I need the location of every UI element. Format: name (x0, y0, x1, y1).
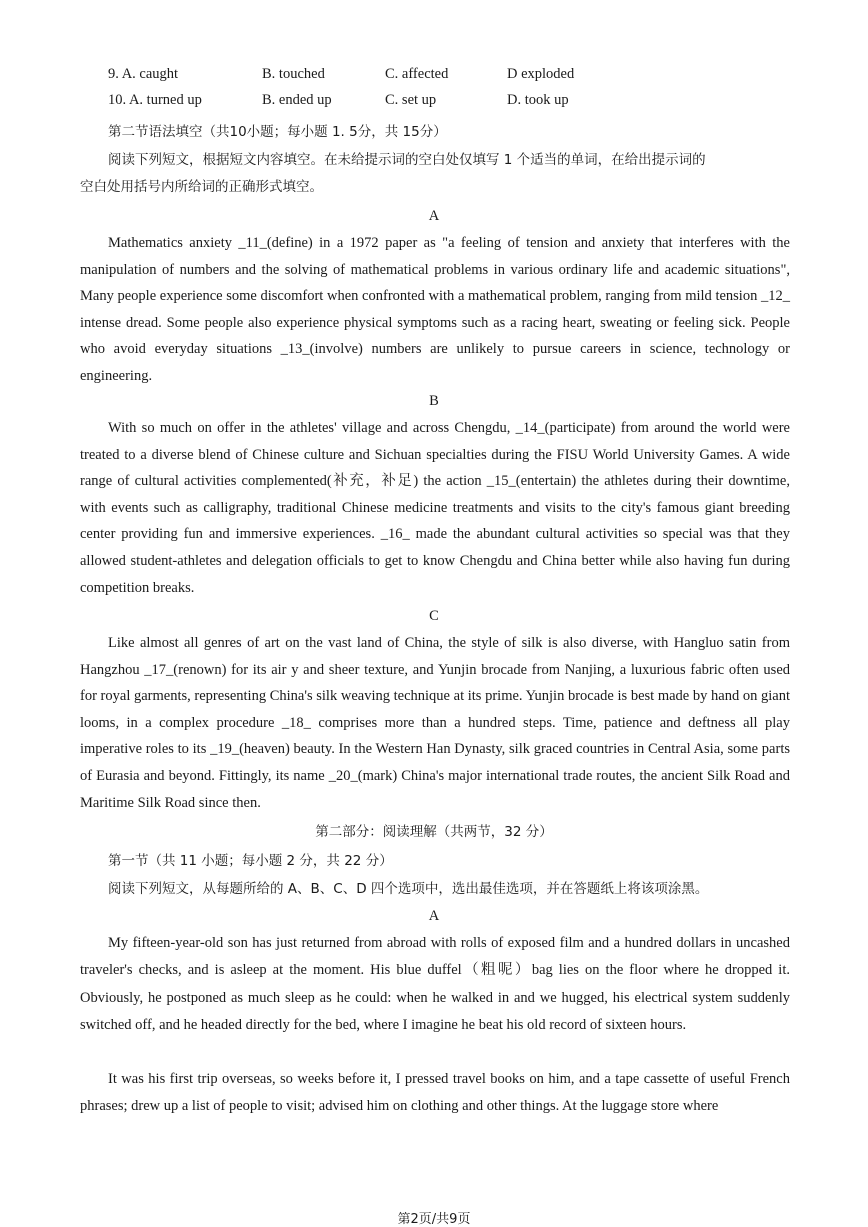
part2-section1-title: 第一节（共 11 小题；每小题 2 分，共 22 分） (108, 853, 393, 869)
section2-instruction-line1: 阅读下列短文，根据短文内容填空。在未给提示词的空白处仅填写 1 个适当的单词，在给出提示词的 (108, 152, 706, 168)
passage-a-label: A (428, 208, 440, 224)
option-9-c: C. affected (385, 66, 449, 82)
page-footer: 第2页/共9页 (397, 1212, 471, 1227)
option-9-a: 9. A. caught (108, 66, 179, 82)
option-10-d: D. took up (507, 92, 569, 108)
passage-c-text: Like almost all genres of art on the vast land of China, the style of silk is also diverse, with Hangluo satin from Hangzhou _17_(renown) for its air y and sheer texture, and Yunjin brocade from Nanjing, a luxurious fabric often used for royal garments, representing China's silk weaving technique at its prime. Yunjin brocade is best made by hand on giant looms, in a complex procedure _18_ comprises more than a hundred steps. Time, patience and deftness all play imperative roles to its _19_(heaven) beauty. In the Western Han Dynasty, silk graced countries in Central Asia, some parts of Eurasia and beyond. Fittingly, its name _20_(mark) China's major international trade routes, the ancient Silk Road and Maritime Silk Road since then. (80, 635, 790, 811)
passage-a-text: Mathematics anxiety _11_(define) in a 1972 paper as "a feeling of tension and anxiety that interferes with the manipulation of numbers and the solving of mathematical problems in various ordinary life and academic situations", Many people experience some discomfort when confronted with a mathematical problem, ranging from mild tension _12_ intense dread. Some people also experience physical symptoms such as a racing heart, sweating or feeling sick. People who avoid everyday situations _13_(involve) numbers are unlikely to pursue careers in science, technology or engineering. (80, 235, 790, 384)
passage-b-text: With so much on offer in the athletes' village and across Chengdu, _14_(participate) from around the world were treated to a diverse blend of Chinese culture and Sichuan specialties during the FISU World University Games. A wide range of cultural activities complemented(补充，补足) the action _15_(entertain) the athletes during their downtime, with events such as calligraphy, traditional Chinese medicine treatments and visits to the city's famous giant breeding center providing fun and immersive experiences. _16_ made the abundant cultural activities so special was that they allowed student-athletes and delegation officials to get to know Chengdu and China better while also having fun during competition breaks. (80, 420, 790, 596)
part2-instruction: 阅读下列短文，从每题所给的 A、B、C、D 四个选项中，选出最佳选项，并在答题纸上将该项涂黑。 (108, 881, 709, 897)
option-10-a: 10. A. turned up (108, 92, 202, 108)
part2-title: 第二部分：阅读理解（共两节，32 分） (315, 824, 553, 840)
option-10-b: B. ended up (262, 92, 332, 108)
section2-title: 第二节语法填空（共10小题；每小题 1. 5分，共 15分） (108, 124, 447, 140)
reading-a-label: A (428, 908, 440, 924)
passage-b-label: B (429, 393, 439, 409)
option-9-d: D exploded (507, 66, 575, 82)
option-10-c: C. set up (385, 92, 437, 108)
section2-instruction-line2: 空白处用括号内所给词的正确形式填空。 (80, 179, 323, 195)
reading-a-paragraph1: My fifteen-year-old son has just returned from abroad with rolls of exposed film and a hundred dollars in uncashed traveler's checks, and is asleep at the moment. His blue duffel（粗呢）bag lies on the floor where he dropped it. Obviously, he postponed as much sleep as he could: when he walked in and we hugged, his electrical system suddenly switched off, and he headed directly for the bed, where I imagine he beat his old record of sixteen hours. (80, 935, 790, 1034)
reading-a-paragraph2: It was his first trip overseas, so weeks before it, I pressed travel books on him, and a tape cassette of useful French phrases; drew up a list of people to visit; advised him on clothing and other things. At the luggage store where (80, 1071, 790, 1115)
passage-c-label: C (429, 608, 439, 624)
option-9-b: B. touched (262, 66, 325, 82)
